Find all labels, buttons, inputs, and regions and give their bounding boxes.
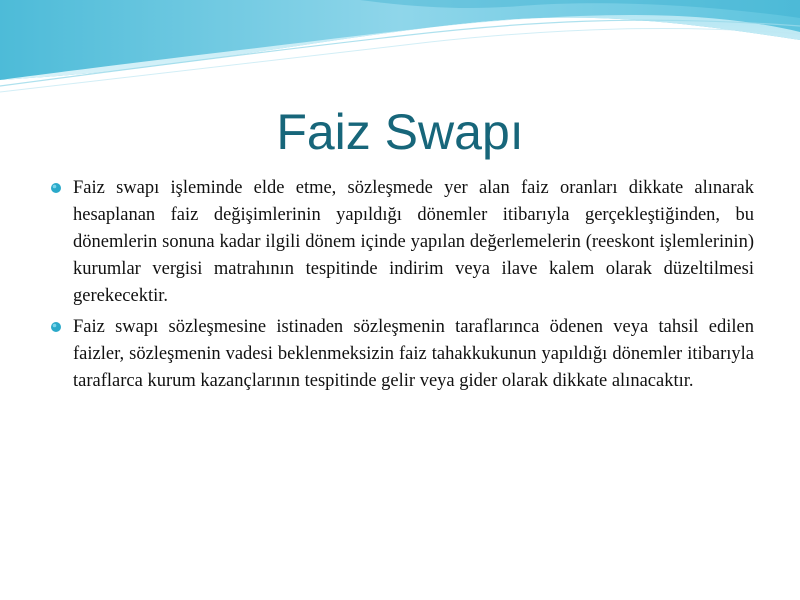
bullet-text: Faiz swapı sözleşmesine istinaden sözleşmenin taraflarınca ödenen veya tahsil edilen faizler, sözleşmenin vadesi beklenmeksizin faiz tahakkukunun yapıldığı dönemler itibarıyla taraflarca kurum kazançlarının tespitinde gelir veya gider olarak dikkate alınacaktır. (73, 317, 754, 391)
bullet-list (48, 175, 754, 399)
bullet-icon (50, 182, 62, 194)
bullet-icon (50, 321, 62, 333)
decorative-wave (0, 0, 800, 110)
bullet-text: Faiz swapı işleminde elde etme, sözleşmede yer alan faiz oranları dikkate alınarak hesaplanan faiz değişimlerinin yapıldığı dönemler itibarıyla gerçekleştiğinden, bu dönemlerin sonuna kadar ilgili dönem içinde yapılan değerlemelerin (reeskont işlemlerinin) kurumlar vergisi matrahının tespitinde indirim veya ilave kalem olarak düzeltilmesi gerekecektir. (73, 178, 754, 306)
bullet-item-1 (48, 175, 754, 310)
bullet-item-2 (48, 314, 754, 395)
slide-title: Faiz Swapı (276, 104, 524, 160)
